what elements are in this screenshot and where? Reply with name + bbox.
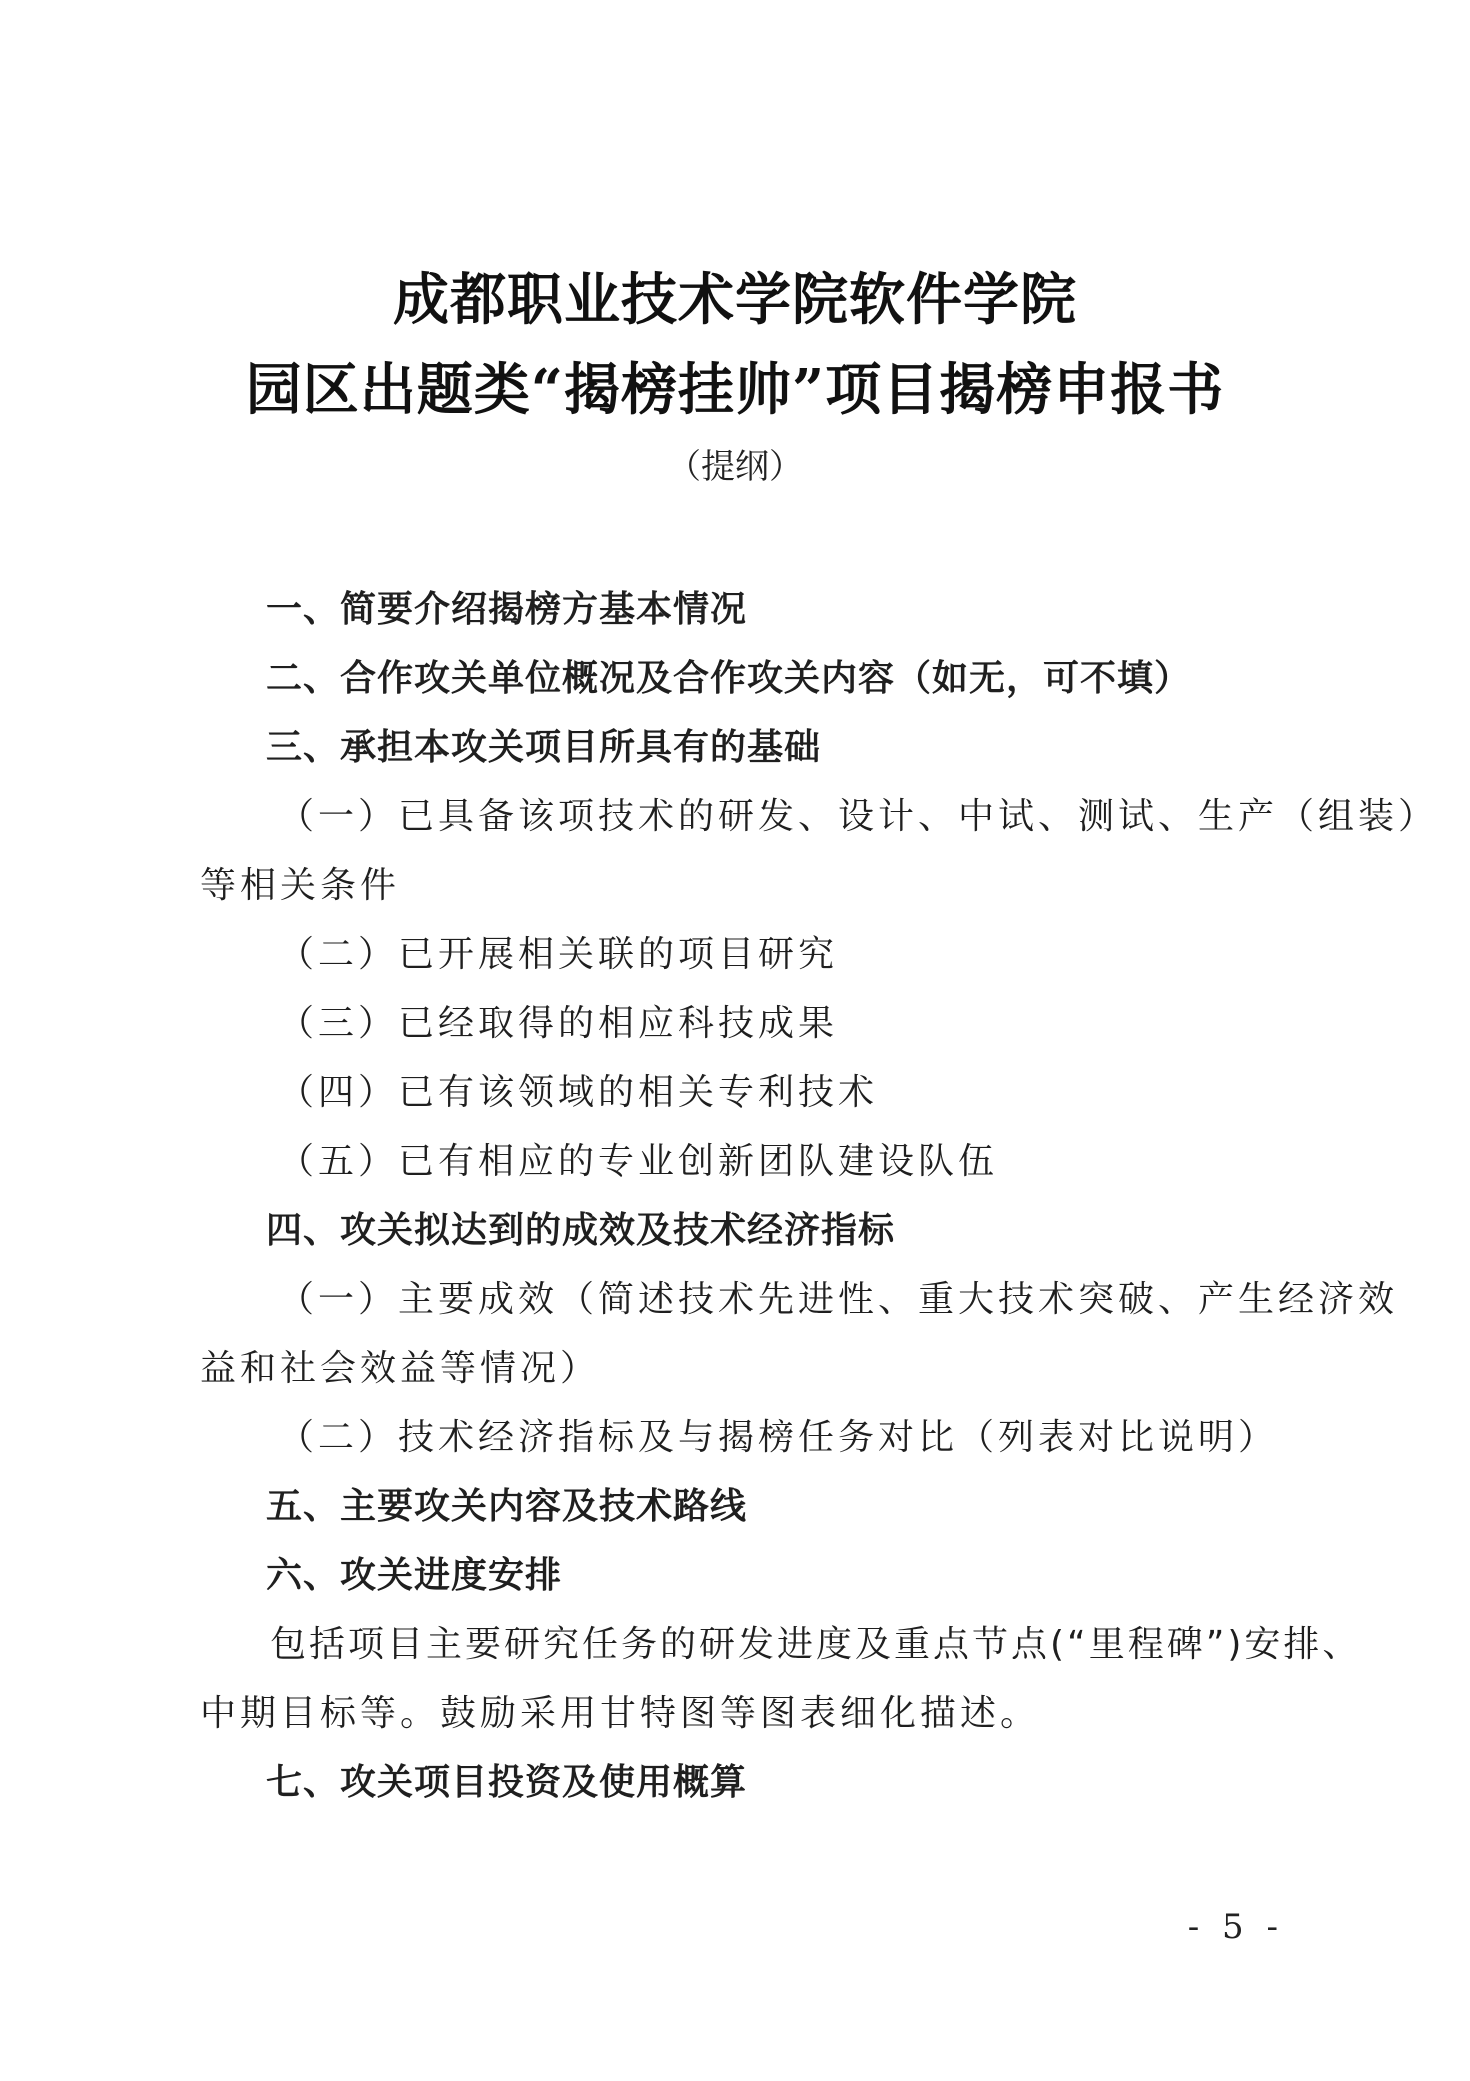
subsection-item: （四）已有该领域的相关专利技术 (278, 1072, 879, 1113)
subsection-item: （一）主要成效（简述技术先进性、重大技术突破、产生经济效 (278, 1279, 1399, 1320)
subsection-item: （二）已开展相关联的项目研究 (278, 934, 839, 975)
subsection-item: （一）已具备该项技术的研发、设计、中试、测试、生产（组装） (278, 796, 1439, 837)
section-heading-1: 一、简要介绍揭榜方基本情况 (266, 589, 748, 630)
section-heading-7: 七、攻关项目投资及使用概算 (266, 1762, 748, 1803)
section-heading-6: 六、攻关进度安排 (266, 1555, 563, 1596)
document-subtitle: （提纲） (667, 447, 803, 487)
document-title-line-2: 园区出题类“揭榜挂帅”项目揭榜申报书 (245, 357, 1225, 423)
subsection-item-continued: 等相关条件 (200, 865, 401, 906)
subsection-item: （二）技术经济指标及与揭榜任务对比（列表对比说明） (278, 1417, 1279, 1458)
section-heading-5: 五、主要攻关内容及技术路线 (266, 1486, 748, 1527)
subsection-item: （三）已经取得的相应科技成果 (278, 1003, 839, 1044)
subsection-item: （五）已有相应的专业创新团队建设队伍 (278, 1141, 999, 1182)
subsection-item-continued: 益和社会效益等情况） (200, 1348, 601, 1389)
section-heading-3: 三、承担本攻关项目所具有的基础 (266, 727, 822, 768)
section-heading-2: 二、合作攻关单位概况及合作攻关内容（如无，可不填） (266, 658, 1192, 699)
document-title-line-1: 成都职业技术学院软件学院 (393, 267, 1077, 333)
page-number: - 5 - (1187, 1907, 1284, 1947)
paragraph-line-continued: 中期目标等。鼓励采用甘特图等图表细化描述。 (200, 1693, 1041, 1734)
paragraph-line: 包括项目主要研究任务的研发进度及重点节点(“里程碑”)安排、 (270, 1624, 1362, 1665)
section-heading-4: 四、攻关拟达到的成效及技术经济指标 (266, 1210, 896, 1251)
